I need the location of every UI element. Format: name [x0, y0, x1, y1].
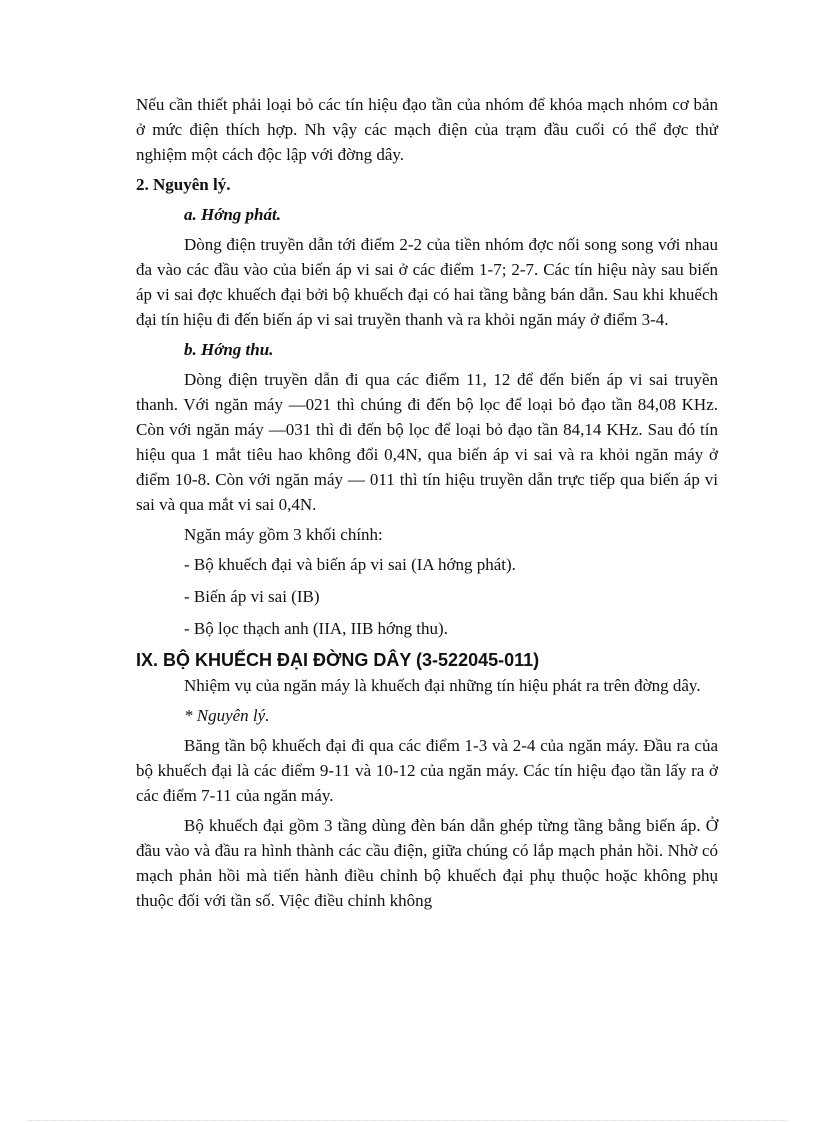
list-item: - Bộ lọc thạch anh (IIA, IIB hớng thu).: [184, 619, 448, 638]
list-item: - Bộ khuếch đại và biến áp vi sai (IA hớng phát).: [184, 555, 516, 574]
intro-paragraph: Nếu cần thiết phải loại bỏ các tín hiệu đạo tần của nhóm để khóa mạch nhóm cơ bản ở mức điện thích hợp. Nh vậy các mạch điện của trạm đầu cuối có thể đợc thử nghiệm một cách độc lập với đờng dây.: [136, 95, 718, 164]
task-paragraph: Nhiệm vụ của ngăn máy là khuếch đại những tín hiệu phát ra trên đờng dây.: [184, 676, 701, 695]
page-bottom-rule: [28, 1120, 788, 1121]
principle-heading: 2. Nguyên lý.: [136, 175, 231, 194]
list-item: - Biến áp vi sai (IB): [184, 587, 320, 606]
blocks-intro: Ngăn máy gồm 3 khối chính:: [184, 525, 383, 544]
amplifier-paragraph: Bộ khuếch đại gồm 3 tầng dùng đèn bán dẫn ghép từng tầng bằng biến áp. Ở đầu vào và đầu ra hình thành các cầu điện, giữa chúng có lắp mạch phản hồi. Nhờ có mạch phản hồi mà tiến hành điều chỉnh bộ khuếch đại phụ thuộc hoặc không phụ thuộc đối với tần số. Việc điều chỉnh không: [136, 816, 718, 910]
receive-direction-paragraph: Dòng điện truyền dẫn đi qua các điểm 11, 12 để đến biến áp vi sai truyền thanh. Với ngăn máy —021 thì chúng đi đến bộ lọc để loại bỏ đạo tần 84,08 KHz. Còn với ngăn máy —031 thì đi đến bộ lọc để loại bỏ đạo tần 84,14 KHz. Sau đó tín hiệu qua 1 mắt tiêu hao không đổi 0,4N, qua biến áp vi sai và ra khỏi ngăn máy ở điểm 10-8. Còn với ngăn máy — 011 thì tín hiệu truyền dẫn trực tiếp qua biến áp vi sai và qua mắt vi sai 0,4N.: [136, 370, 718, 514]
document-page: [136, 92, 718, 918]
transmit-direction-heading: a. Hớng phát.: [184, 205, 281, 224]
receive-direction-heading: b. Hớng thu.: [184, 340, 274, 359]
principle-label: * Nguyên lý.: [184, 706, 270, 725]
band-paragraph: Băng tần bộ khuếch đại đi qua các điểm 1-3 và 2-4 của ngăn máy. Đầu ra của bộ khuếch đại là các điểm 9-11 và 10-12 của ngăn máy. Các tín hiệu đạo tần lấy ra ở các điểm 7-11 của ngăn máy.: [136, 736, 718, 805]
section-ix-heading: IX. BỘ KHUẾCH ĐẠI ĐỜNG DÂY (3-522045-011): [136, 650, 540, 670]
transmit-direction-paragraph: Dòng điện truyền dẫn tới điểm 2-2 của tiền nhóm đợc nối song song với nhau đa vào các đầu vào của biến áp vi sai ở các điểm 1-7; 2-7. Các tín hiệu này sau biến áp vi sai đợc khuếch đại bởi bộ khuếch đại có hai tầng bằng bán dẫn. Sau khi khuếch đại tín hiệu đi đến biến áp vi sai truyền thanh và ra khỏi ngăn máy ở điểm 3-4.: [136, 235, 718, 329]
